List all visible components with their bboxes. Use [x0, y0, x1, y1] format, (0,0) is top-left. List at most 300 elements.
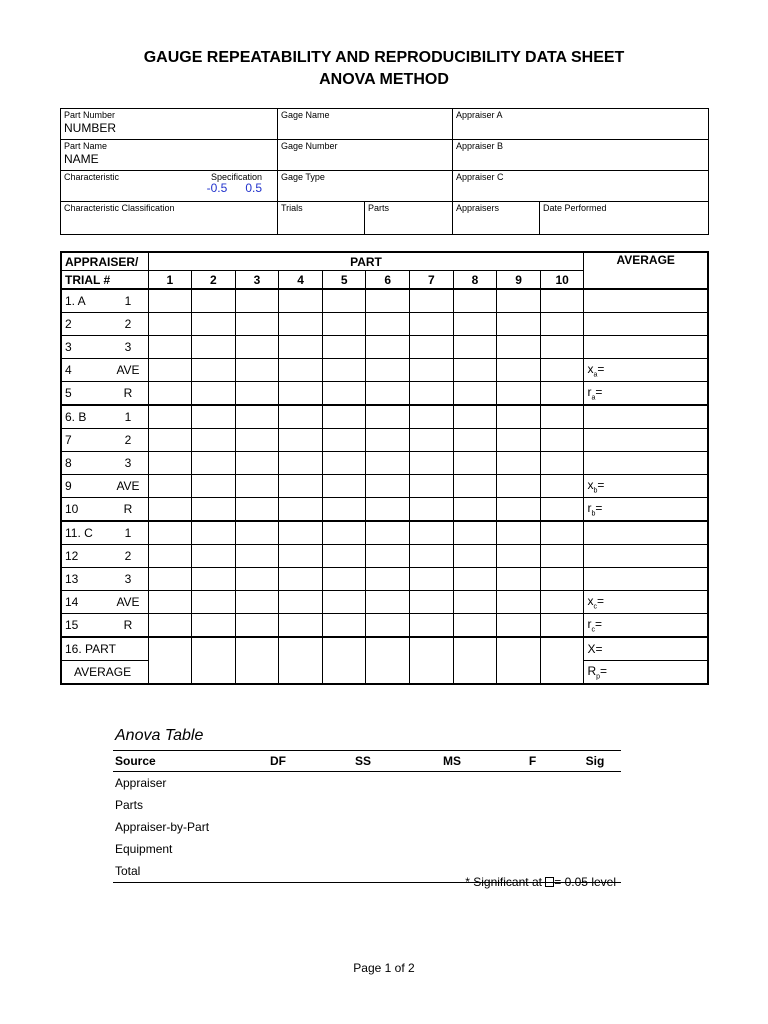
trial-label: 3 [124, 340, 132, 354]
anova-cell[interactable] [569, 838, 621, 860]
data-cell[interactable] [366, 475, 410, 498]
data-cell[interactable] [322, 475, 366, 498]
part-average-cell[interactable] [192, 637, 236, 684]
average-cell[interactable]: $x_a=$ [584, 359, 708, 382]
trial-label: 1 [124, 526, 132, 540]
data-cell[interactable] [322, 568, 366, 591]
appraiser-header: APPRAISER/ [61, 252, 148, 271]
data-cell[interactable] [497, 475, 541, 498]
anova-row [113, 816, 621, 838]
trial-label: R [123, 386, 133, 400]
data-cell[interactable] [148, 289, 192, 313]
anova-header-df: DF [238, 751, 318, 772]
data-cell[interactable] [540, 452, 584, 475]
note-suffix: = 0.05 level [554, 875, 616, 889]
row-label [61, 336, 148, 359]
data-cell[interactable] [497, 313, 541, 336]
data-cell[interactable] [453, 545, 497, 568]
part-number-value: NUMBER [64, 121, 117, 135]
data-cell[interactable] [192, 498, 236, 522]
table-row [61, 313, 708, 336]
appraiser-c-cell[interactable] [453, 171, 709, 202]
data-cell[interactable] [148, 452, 192, 475]
data-cell[interactable] [540, 591, 584, 614]
anova-cell[interactable] [569, 772, 621, 795]
data-cell[interactable] [540, 429, 584, 452]
row-number: 5 [65, 386, 72, 400]
data-cell[interactable] [192, 405, 236, 429]
anova-cell[interactable] [569, 794, 621, 816]
data-cell[interactable] [410, 614, 454, 638]
data-cell[interactable] [366, 568, 410, 591]
data-cell[interactable] [540, 521, 584, 545]
data-cell[interactable] [366, 545, 410, 568]
data-cell[interactable] [192, 614, 236, 638]
subscript: b [593, 487, 598, 495]
data-cell[interactable] [453, 336, 497, 359]
table-row [61, 498, 708, 522]
part-number-header: 3 [235, 271, 279, 290]
data-cell[interactable] [148, 475, 192, 498]
part-number-header: 6 [366, 271, 410, 290]
data-cell[interactable] [410, 498, 454, 522]
data-cell[interactable] [279, 405, 323, 429]
anova-source: Appraiser [115, 776, 167, 790]
data-cell[interactable] [410, 336, 454, 359]
characteristic-cell[interactable] [61, 171, 278, 202]
data-cell[interactable] [148, 498, 192, 522]
appraiser-c-label: Appraiser C [456, 172, 504, 182]
data-cell[interactable] [540, 568, 584, 591]
data-cell[interactable] [366, 429, 410, 452]
data-cell[interactable] [453, 359, 497, 382]
data-cell[interactable] [366, 405, 410, 429]
data-cell[interactable] [192, 475, 236, 498]
data-cell[interactable] [497, 545, 541, 568]
data-cell[interactable] [322, 545, 366, 568]
data-cell[interactable] [410, 452, 454, 475]
data-cell[interactable] [279, 452, 323, 475]
data-cell[interactable] [322, 359, 366, 382]
part-average-cell[interactable] [279, 637, 323, 684]
average-header: AVERAGE [584, 252, 708, 289]
table-row [61, 475, 708, 498]
data-cell[interactable] [192, 359, 236, 382]
data-cell[interactable] [322, 313, 366, 336]
data-cell[interactable] [410, 405, 454, 429]
anova-cell[interactable] [318, 816, 408, 838]
data-cell[interactable] [235, 591, 279, 614]
data-cell[interactable] [322, 591, 366, 614]
data-cell[interactable] [148, 521, 192, 545]
data-cell[interactable] [235, 521, 279, 545]
data-cell[interactable] [279, 313, 323, 336]
char-class-label: Characteristic Classification [64, 203, 175, 213]
data-cell[interactable] [192, 429, 236, 452]
data-cell[interactable] [235, 429, 279, 452]
part-number-header: 4 [279, 271, 323, 290]
row-label [61, 452, 148, 475]
part-average-cell[interactable] [366, 637, 410, 684]
data-cell[interactable] [410, 591, 454, 614]
subscript: c [591, 626, 595, 634]
data-cell[interactable] [410, 313, 454, 336]
data-cell[interactable] [366, 591, 410, 614]
data-cell[interactable] [148, 591, 192, 614]
data-cell[interactable] [366, 336, 410, 359]
subscript: c [593, 603, 597, 611]
data-cell[interactable] [410, 382, 454, 406]
anova-table [113, 750, 621, 883]
part-average-cell[interactable] [148, 637, 192, 684]
table-row [61, 405, 708, 429]
data-cell[interactable] [148, 405, 192, 429]
appraiser-a-label: Appraiser A [456, 110, 503, 120]
row-label [61, 568, 148, 591]
data-cell[interactable] [453, 498, 497, 522]
appraiser-b-cell[interactable] [453, 140, 709, 171]
row-label [61, 382, 148, 406]
data-cell[interactable] [192, 591, 236, 614]
data-cell[interactable] [453, 289, 497, 313]
data-cell[interactable] [497, 568, 541, 591]
average-cell[interactable]: $r_b=$ [584, 498, 708, 522]
row-number: 3 [65, 340, 72, 354]
data-cell[interactable] [453, 429, 497, 452]
data-cell[interactable] [148, 614, 192, 638]
data-cell[interactable] [192, 568, 236, 591]
data-cell[interactable] [497, 591, 541, 614]
average-cell[interactable]: $x_b=$ [584, 475, 708, 498]
trial-label: 3 [124, 572, 132, 586]
average-cell[interactable] [584, 336, 708, 359]
data-cell[interactable] [279, 289, 323, 313]
part-average-cell[interactable] [453, 637, 497, 684]
data-cell[interactable] [279, 545, 323, 568]
data-cell[interactable] [279, 521, 323, 545]
part-number-label: Part Number [64, 110, 116, 120]
data-cell[interactable] [192, 452, 236, 475]
part-average-cell[interactable] [322, 637, 366, 684]
data-cell[interactable] [540, 336, 584, 359]
char-class-cell[interactable] [61, 202, 278, 235]
average-cell[interactable] [584, 405, 708, 429]
row-label [61, 521, 148, 545]
alpha-symbol-box [545, 877, 554, 887]
table-row [61, 382, 708, 406]
table-row [61, 568, 708, 591]
anova-header-f: F [496, 751, 569, 772]
data-cell[interactable] [366, 382, 410, 406]
trial-header: TRIAL # [61, 271, 148, 290]
data-cell[interactable] [540, 382, 584, 406]
data-cell[interactable] [322, 405, 366, 429]
part-name-value: NAME [64, 152, 99, 166]
data-cell[interactable] [279, 591, 323, 614]
date-cell[interactable] [540, 202, 709, 235]
anova-cell[interactable] [318, 772, 408, 795]
appraiser-a-cell[interactable] [453, 109, 709, 140]
average-cell[interactable] [584, 313, 708, 336]
data-cell[interactable] [540, 614, 584, 638]
significance-note [380, 875, 616, 889]
anova-source: Appraiser-by-Part [115, 820, 210, 834]
data-cell[interactable] [235, 498, 279, 522]
data-cell[interactable] [410, 521, 454, 545]
data-cell[interactable] [235, 289, 279, 313]
part-average-cell[interactable] [540, 637, 584, 684]
part-average-label-2: AVERAGE [61, 661, 148, 685]
parts-label: Parts [368, 203, 390, 213]
data-cell[interactable] [322, 452, 366, 475]
row-label [61, 359, 148, 382]
data-cell[interactable] [410, 359, 454, 382]
data-cell[interactable] [148, 313, 192, 336]
part-number-header: 10 [540, 271, 584, 290]
data-cell[interactable] [322, 336, 366, 359]
trials-cell[interactable] [278, 202, 365, 235]
data-cell[interactable] [453, 521, 497, 545]
anova-cell[interactable] [408, 838, 496, 860]
trial-label: AVE [116, 595, 140, 609]
parts-cell[interactable] [365, 202, 453, 235]
note-prefix: * Significant at [465, 875, 546, 889]
data-cell[interactable] [192, 521, 236, 545]
data-cell[interactable] [453, 568, 497, 591]
average-cell[interactable] [584, 521, 708, 545]
data-cell[interactable] [410, 429, 454, 452]
data-cell[interactable] [235, 545, 279, 568]
data-cell[interactable] [235, 568, 279, 591]
data-cell[interactable] [366, 452, 410, 475]
data-cell[interactable] [497, 405, 541, 429]
table-row [61, 429, 708, 452]
data-cell[interactable] [279, 568, 323, 591]
data-cell[interactable] [453, 382, 497, 406]
row-number: 4 [65, 363, 72, 377]
row-number: 11. C [65, 526, 93, 540]
row-number: 7 [65, 433, 72, 447]
table-row [61, 591, 708, 614]
data-cell[interactable] [366, 289, 410, 313]
part-name-cell[interactable] [61, 140, 278, 171]
anova-cell[interactable] [238, 772, 318, 795]
anova-cell[interactable] [408, 772, 496, 795]
gage-name-cell[interactable] [278, 109, 453, 140]
data-cell[interactable] [279, 614, 323, 638]
trial-label: 2 [124, 549, 132, 563]
row-label [61, 498, 148, 522]
data-cell[interactable] [453, 405, 497, 429]
data-cell[interactable] [540, 405, 584, 429]
data-cell[interactable] [453, 614, 497, 638]
data-cell[interactable] [453, 591, 497, 614]
data-cell[interactable] [192, 382, 236, 406]
data-cell[interactable] [235, 452, 279, 475]
data-cell[interactable] [497, 614, 541, 638]
row-number: 14 [65, 595, 79, 609]
data-cell[interactable] [497, 521, 541, 545]
data-cell[interactable] [497, 359, 541, 382]
data-cell[interactable] [279, 336, 323, 359]
page-title: GAUGE REPEATABILITY AND REPRODUCIBILITY DATA SHEET [143, 49, 625, 66]
data-cell[interactable] [497, 429, 541, 452]
data-cell[interactable] [279, 359, 323, 382]
spec-high: 0.5 [245, 181, 262, 195]
row-number: 15 [65, 618, 79, 632]
data-cell[interactable] [235, 313, 279, 336]
average-cell[interactable] [584, 545, 708, 568]
row-label [61, 289, 148, 313]
data-cell[interactable] [322, 498, 366, 522]
data-cell[interactable] [322, 289, 366, 313]
data-cell[interactable] [279, 382, 323, 406]
average-cell[interactable] [584, 289, 708, 313]
grand-average-cell[interactable]: X= [584, 637, 708, 661]
specification-values [64, 183, 274, 194]
data-cell[interactable] [410, 568, 454, 591]
table-row [61, 614, 708, 638]
range-parts-cell[interactable]: $R_p=$ [584, 661, 708, 685]
appraisers-cell[interactable] [453, 202, 540, 235]
data-cell[interactable] [540, 545, 584, 568]
data-cell[interactable] [497, 336, 541, 359]
part-number-header: 2 [192, 271, 236, 290]
table-row [61, 359, 708, 382]
anova-cell[interactable] [318, 838, 408, 860]
anova-title: Anova Table [115, 727, 204, 744]
trial-label: AVE [116, 479, 140, 493]
data-cell[interactable] [497, 452, 541, 475]
row-number: 12 [65, 549, 79, 563]
gage-number-cell[interactable] [278, 140, 453, 171]
header-info-table [60, 108, 709, 235]
data-cell[interactable] [235, 359, 279, 382]
data-cell[interactable] [540, 359, 584, 382]
row-label [61, 475, 148, 498]
data-cell[interactable] [279, 429, 323, 452]
anova-cell[interactable] [408, 794, 496, 816]
data-cell[interactable] [540, 498, 584, 522]
anova-cell[interactable] [318, 794, 408, 816]
average-cell[interactable]: $r_c=$ [584, 614, 708, 638]
trials-label: Trials [281, 203, 303, 213]
data-cell[interactable] [453, 452, 497, 475]
data-cell[interactable] [366, 498, 410, 522]
data-cell[interactable] [540, 313, 584, 336]
data-cell[interactable] [148, 429, 192, 452]
trial-label: 2 [124, 433, 132, 447]
part-name-label: Part Name [64, 141, 108, 151]
data-cell[interactable] [148, 382, 192, 406]
data-cell[interactable] [322, 429, 366, 452]
gage-number-label: Gage Number [281, 141, 338, 151]
anova-row [113, 772, 621, 795]
data-cell[interactable] [192, 289, 236, 313]
data-cell[interactable] [322, 382, 366, 406]
data-cell[interactable] [366, 313, 410, 336]
data-cell[interactable] [410, 289, 454, 313]
data-cell[interactable] [497, 289, 541, 313]
data-cell[interactable] [235, 336, 279, 359]
data-cell[interactable] [148, 545, 192, 568]
data-cell[interactable] [235, 382, 279, 406]
average-cell[interactable]: $r_a=$ [584, 382, 708, 406]
trial-label: AVE [116, 363, 140, 377]
data-cell[interactable] [366, 359, 410, 382]
anova-cell[interactable] [238, 794, 318, 816]
data-cell[interactable] [322, 521, 366, 545]
data-cell[interactable] [192, 545, 236, 568]
average-cell[interactable] [584, 568, 708, 591]
data-cell[interactable] [235, 475, 279, 498]
anova-cell[interactable] [408, 816, 496, 838]
data-cell[interactable] [235, 614, 279, 638]
trial-label: R [123, 502, 133, 516]
data-cell[interactable] [410, 475, 454, 498]
data-cell[interactable] [148, 568, 192, 591]
anova-cell[interactable] [496, 794, 569, 816]
data-cell[interactable] [540, 475, 584, 498]
table-row [61, 545, 708, 568]
row-number: 8 [65, 456, 72, 470]
data-cell[interactable] [497, 382, 541, 406]
anova-cell[interactable] [496, 816, 569, 838]
anova-cell[interactable] [238, 816, 318, 838]
part-average-cell[interactable] [410, 637, 454, 684]
part-average-cell[interactable] [497, 637, 541, 684]
data-cell[interactable] [148, 336, 192, 359]
data-cell[interactable] [279, 475, 323, 498]
anova-cell[interactable] [238, 838, 318, 860]
data-cell[interactable] [192, 313, 236, 336]
data-cell[interactable] [410, 545, 454, 568]
table-row [61, 452, 708, 475]
part-number-header: 1 [148, 271, 192, 290]
part-average-cell[interactable] [235, 637, 279, 684]
data-cell[interactable] [322, 614, 366, 638]
anova-cell[interactable] [569, 816, 621, 838]
data-cell[interactable] [497, 498, 541, 522]
gage-type-cell[interactable] [278, 171, 453, 202]
anova-cell[interactable] [496, 838, 569, 860]
data-cell[interactable] [192, 336, 236, 359]
subscript: a [591, 394, 596, 402]
anova-source: Parts [115, 798, 144, 812]
part-number-header: 8 [453, 271, 497, 290]
data-cell[interactable] [148, 359, 192, 382]
anova-cell[interactable] [238, 860, 318, 883]
data-cell[interactable] [366, 614, 410, 638]
data-cell[interactable] [540, 289, 584, 313]
table-row [61, 521, 708, 545]
subscript: p [596, 673, 601, 681]
data-cell[interactable] [453, 475, 497, 498]
part-average-label: 16. PART [61, 637, 148, 661]
average-cell[interactable] [584, 429, 708, 452]
part-number-header: 7 [410, 271, 454, 290]
part-number-cell[interactable] [61, 109, 278, 140]
trial-label: 1 [124, 294, 132, 308]
anova-row [113, 794, 621, 816]
data-cell[interactable] [279, 498, 323, 522]
data-cell[interactable] [453, 313, 497, 336]
average-cell[interactable] [584, 452, 708, 475]
anova-cell[interactable] [496, 772, 569, 795]
data-cell[interactable] [235, 405, 279, 429]
average-cell[interactable]: $x_c=$ [584, 591, 708, 614]
data-cell[interactable] [366, 521, 410, 545]
